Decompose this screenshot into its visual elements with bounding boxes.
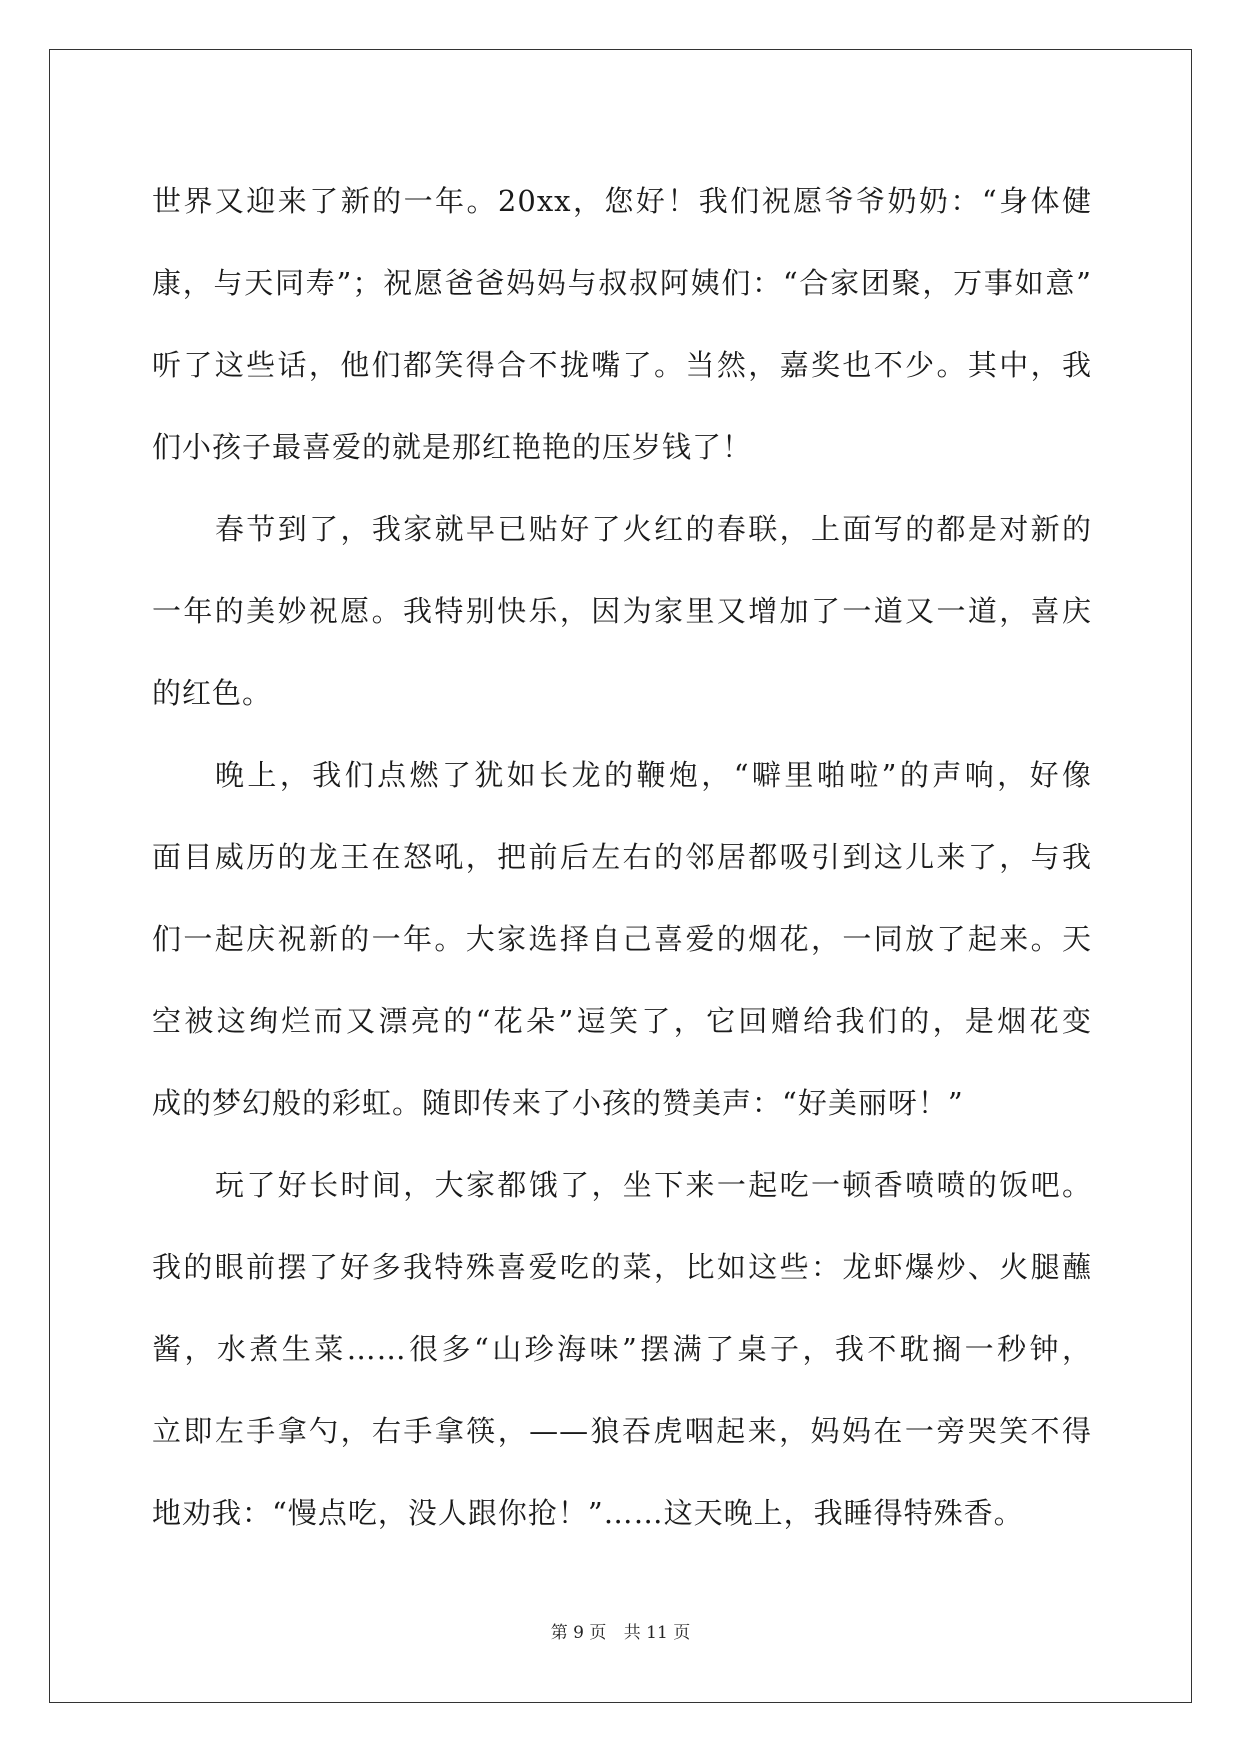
text-line: 酱，水煮生菜……很多“山珍海味”摆满了桌子，我不耽搁一秒钟， [152, 1332, 1092, 1366]
text-line: 地劝我：“慢点吃，没人跟你抢！”……这天晚上，我睡得特殊香。 [152, 1496, 1024, 1530]
text-line: 成的梦幻般的彩虹。随即传来了小孩的赞美声：“好美丽呀！” [152, 1086, 964, 1120]
text-line: 立即左手拿勺，右手拿筷，——狼吞虎咽起来，妈妈在一旁哭笑不得 [152, 1414, 1092, 1448]
text-line: 们一起庆祝新的一年。大家选择自己喜爱的烟花，一同放了起来。天 [152, 922, 1092, 956]
page-total: 共 11 页 [623, 1623, 691, 1643]
page-footer [0, 1618, 1241, 1643]
paragraph-first-line: 春节到了，我家就早已贴好了火红的春联，上面写的都是对新的 [215, 512, 1092, 546]
text-line: 我的眼前摆了好多我特殊喜爱吃的菜，比如这些：龙虾爆炒、火腿蘸 [152, 1250, 1092, 1284]
text-line: 世界又迎来了新的一年。20xx，您好！我们祝愿爷爷奶奶：“身体健 [152, 184, 1092, 218]
document-body [152, 160, 1092, 1554]
text-line: 听了这些话，他们都笑得合不拢嘴了。当然，嘉奖也不少。其中，我 [152, 348, 1092, 382]
text-line: 们小孩子最喜爱的就是那红艳艳的压岁钱了！ [152, 430, 753, 464]
text-line: 面目威历的龙王在怒吼，把前后左右的邻居都吸引到这儿来了，与我 [152, 840, 1092, 874]
paragraph-first-line: 晚上，我们点燃了犹如长龙的鞭炮，“噼里啪啦”的声响，好像 [215, 758, 1092, 792]
paragraph-first-line: 玩了好长时间，大家都饿了，坐下来一起吃一顿香喷喷的饭吧。 [215, 1168, 1092, 1202]
text-line: 的红色。 [152, 676, 273, 710]
text-line: 一年的美妙祝愿。我特别快乐，因为家里又增加了一道又一道，喜庆 [152, 594, 1092, 628]
text-line: 空被这绚烂而又漂亮的“花朵”逗笑了，它回赠给我们的，是烟花变 [152, 1004, 1092, 1038]
page-number: 第 9 页 [550, 1623, 607, 1643]
text-line: 康，与天同寿”；祝愿爸爸妈妈与叔叔阿姨们：“合家团聚，万事如意” [152, 266, 1092, 300]
